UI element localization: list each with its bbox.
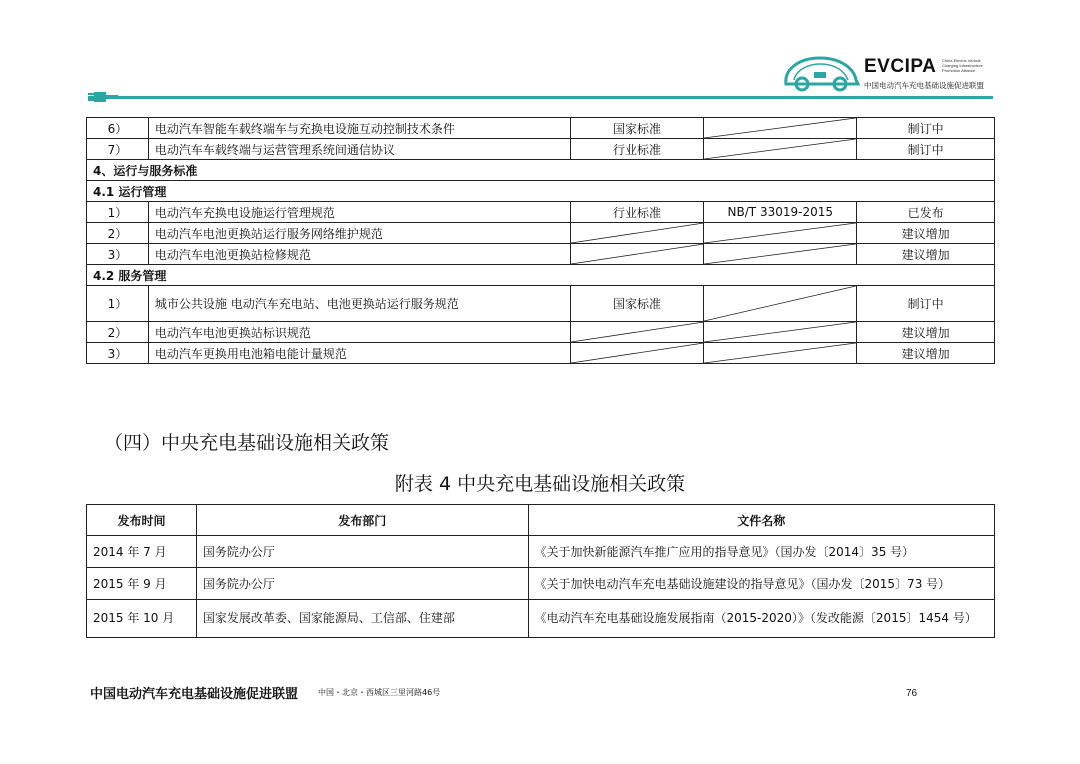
cell-code — [704, 343, 857, 364]
table-row — [87, 223, 995, 244]
section-row — [87, 160, 995, 181]
cell-status: 建议增加 — [857, 343, 995, 364]
table-row — [87, 118, 995, 139]
section-label: 4.2 服务管理 — [87, 265, 995, 286]
cell-status: 建议增加 — [857, 322, 995, 343]
cell-standard-name: 电动汽车电池更换站检修规范 — [148, 244, 570, 265]
page-number: 76 — [906, 688, 918, 699]
cell-document: 《关于加快电动汽车充电基础设施建设的指导意见》（国办发〔2015〕73 号） — [528, 568, 994, 600]
table-row — [87, 322, 995, 343]
cell-code — [704, 322, 857, 343]
cell-status: 建议增加 — [857, 223, 995, 244]
cell-level — [570, 223, 704, 244]
column-header-date: 发布时间 — [87, 505, 197, 536]
cell-status: 建议增加 — [857, 244, 995, 265]
header-divider — [88, 96, 993, 99]
cell-number: 2） — [87, 223, 149, 244]
cell-standard-name: 电动汽车车载终端与运营管理系统间通信协议 — [148, 139, 570, 160]
cell-number: 1） — [87, 286, 149, 322]
cell-date: 2014 年 7 月 — [87, 536, 197, 568]
section-label: 4、运行与服务标准 — [87, 160, 995, 181]
table-row — [87, 202, 995, 223]
logo-subtitle: China Electric Vehicle Charging Infrastructure Promotion Alliance — [942, 58, 983, 73]
cell-code — [704, 244, 857, 265]
diagonal-slash — [571, 244, 704, 264]
logo-chinese-name: 中国电动汽车充电基础设施促进联盟 — [864, 81, 984, 90]
table-title: 附表 4 中央充电基础设施相关政策 — [394, 473, 686, 495]
section-label: 4.1 运行管理 — [87, 181, 995, 202]
cell-level: 国家标准 — [570, 286, 704, 322]
cell-level: 行业标准 — [570, 202, 704, 223]
cell-standard-name: 电动汽车充换电设施运行管理规范 — [148, 202, 570, 223]
diagonal-slash — [704, 223, 856, 243]
cell-code — [704, 118, 857, 139]
cell-status: 制订中 — [857, 139, 995, 160]
cell-code: NB/T 33019-2015 — [704, 202, 857, 223]
cell-number: 3） — [87, 244, 149, 265]
logo-text: EVCIPA — [864, 56, 937, 77]
diagonal-slash — [571, 322, 704, 342]
diagonal-slash — [571, 223, 704, 243]
table-row — [87, 568, 995, 600]
cell-code — [704, 139, 857, 160]
table-row — [87, 536, 995, 568]
diagonal-slash — [704, 322, 856, 342]
cell-number: 6） — [87, 118, 149, 139]
table-row — [87, 244, 995, 265]
cell-code — [704, 223, 857, 244]
diagonal-slash — [704, 286, 856, 321]
cell-status: 制订中 — [857, 286, 995, 322]
diagonal-slash — [571, 343, 704, 363]
cell-document: 《电动汽车充电基础设施发展指南（2015-2020）》（发改能源〔2015〕1454 号） — [528, 600, 994, 638]
footer-address: 中国・北京・西城区三里河路46号 — [318, 688, 441, 697]
cell-standard-name: 电动汽车智能车载终端车与充换电设施互动控制技术条件 — [148, 118, 570, 139]
policy-table — [86, 504, 995, 638]
table-row — [87, 139, 995, 160]
section-row — [87, 265, 995, 286]
cell-number: 7） — [87, 139, 149, 160]
cell-number: 3） — [87, 343, 149, 364]
cell-standard-name: 电动汽车更换用电池箱电能计量规范 — [148, 343, 570, 364]
cell-standard-name: 电动汽车电池更换站运行服务网络维护规范 — [148, 223, 570, 244]
standards-table — [86, 117, 995, 364]
cell-department: 国家发展改革委、国家能源局、工信部、住建部 — [196, 600, 528, 638]
cell-number: 2） — [87, 322, 149, 343]
table-row — [87, 343, 995, 364]
cell-status: 制订中 — [857, 118, 995, 139]
cell-level — [570, 343, 704, 364]
section-title: （四）中央充电基础设施相关政策 — [104, 432, 390, 454]
cell-level — [570, 244, 704, 265]
diagonal-slash — [704, 244, 856, 264]
cell-document: 《关于加快新能源汽车推广应用的指导意见》（国办发〔2014〕35 号） — [528, 536, 994, 568]
table-row — [87, 600, 995, 638]
section-row — [87, 181, 995, 202]
cell-level: 国家标准 — [570, 118, 704, 139]
cell-standard-name: 城市公共设施 电动汽车充电站、电池更换站运行服务规范 — [148, 286, 570, 322]
cell-code — [704, 286, 857, 322]
cell-department: 国务院办公厅 — [196, 568, 528, 600]
table-row — [87, 286, 995, 322]
cell-standard-name: 电动汽车电池更换站标识规范 — [148, 322, 570, 343]
cell-department: 国务院办公厅 — [196, 536, 528, 568]
diagonal-slash — [704, 343, 856, 363]
footer-organization: 中国电动汽车充电基础设施促进联盟 — [90, 687, 299, 702]
cell-status: 已发布 — [857, 202, 995, 223]
cell-date: 2015 年 10 月 — [87, 600, 197, 638]
cell-level — [570, 322, 704, 343]
cell-date: 2015 年 9 月 — [87, 568, 197, 600]
diagonal-slash — [704, 118, 856, 138]
column-header-department: 发布部门 — [196, 505, 528, 536]
cell-number: 1） — [87, 202, 149, 223]
cell-level: 行业标准 — [570, 139, 704, 160]
diagonal-slash — [704, 139, 856, 159]
column-header-document: 文件名称 — [528, 505, 994, 536]
